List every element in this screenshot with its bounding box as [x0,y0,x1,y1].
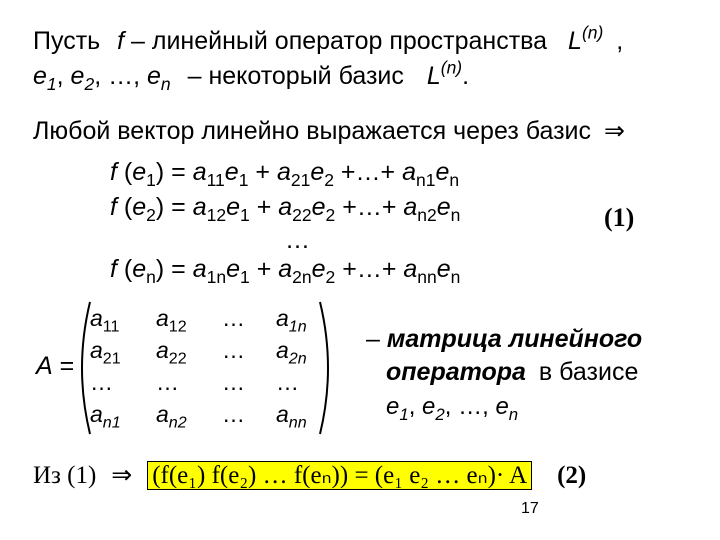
equation-row-2: f $(e_2) = a_{12}e_1 + a_{22}e_2$ +…+ $a_{n2}e_n$ [110,193,461,226]
basis-text: – некоторый базис [187,62,404,90]
matrix-cell: … [222,401,245,427]
conclusion-line [33,460,586,490]
matrix-cell: … [222,369,245,395]
matrix-cell: … [222,305,245,331]
equation-row-n: f $(e_n) = a_{1n}e_1 + a_{2n}e_2$ +…+ $a_{nn}e_n$ [110,255,461,288]
matrix-cell: $a_{1n}$ [276,305,307,336]
space-symbol: L [568,27,582,55]
basis-en: $e_n$ [147,62,171,95]
intro-line-1 [33,22,624,56]
matrix-cell: $a_{21}$ [90,337,121,368]
statement-text: Любой вектор линейно выражается через базис [33,117,592,145]
basis-e2: $e_2$ [70,62,95,95]
matrix-cell: $a_{nn}$ [276,401,307,432]
matrix-desc-tail: в базисе [538,358,639,386]
matrix-cell: $a_{22}$ [156,337,187,368]
space-symbol: L [426,62,441,90]
matrix-body [90,305,330,435]
operator-symbol: f [117,27,125,55]
matrix-cell: $a_{n1}$ [90,401,121,432]
basis-ellipsis: …, [108,62,141,90]
intro-dash-text: – линейный оператор пространства [131,27,548,55]
matrix-cell: … [276,369,299,395]
equation-row-1: f $(e_1) = a_{11}e_1 + a_{21}e_2$ +…+ $a_{n1}e_n$ [110,158,460,191]
matrix-cell: … [156,369,179,395]
implies-arrow: ⇒ [603,116,625,145]
matrix-cell: … [90,369,113,395]
matrix-desc-basis: $e_1$, $e_2$, …, $e_n$ [386,393,519,424]
basis-e1: $e_1$ [33,62,57,95]
intro-period: . [462,62,470,90]
intro-line-2 [33,57,470,95]
matrix-cell: $a_{n2}$ [156,401,187,432]
space-superscript: (n) [440,57,463,78]
matrix-desc-line-2 [386,358,638,387]
matrix-cell: … [222,337,245,363]
basis-sep: , [94,62,102,90]
statement-line [33,116,625,146]
intro-comma: , [616,27,624,55]
matrix-desc-bold-2: оператора [386,358,526,386]
matrix-cell: $a_{12}$ [156,305,187,336]
page-number: 17 [521,500,539,517]
matrix-desc-bold-1: матрица линейного [386,325,643,353]
intro-word: Пусть [33,27,101,55]
space-superscript: (n) [581,22,604,43]
conclusion-boxed-formula: (f(e₁) f(e₂) … f(eₙ)) = (e₁ e₂ … eₙ)· A [147,461,532,490]
matrix-cell: $a_{2n}$ [276,337,307,368]
conclusion-from: Из (1) [33,462,97,489]
matrix-name: A = [36,352,75,380]
equation-label-1: (1) [604,203,635,232]
conclusion-implies: ⇒ [111,460,133,489]
conclusion-label: (2) [557,462,587,489]
matrix-cell: $a_{11}$ [90,305,120,336]
matrix-desc-line-1: – матрица линейного [366,325,643,353]
equation-dots: … [285,226,310,254]
basis-sep: , [56,62,64,90]
